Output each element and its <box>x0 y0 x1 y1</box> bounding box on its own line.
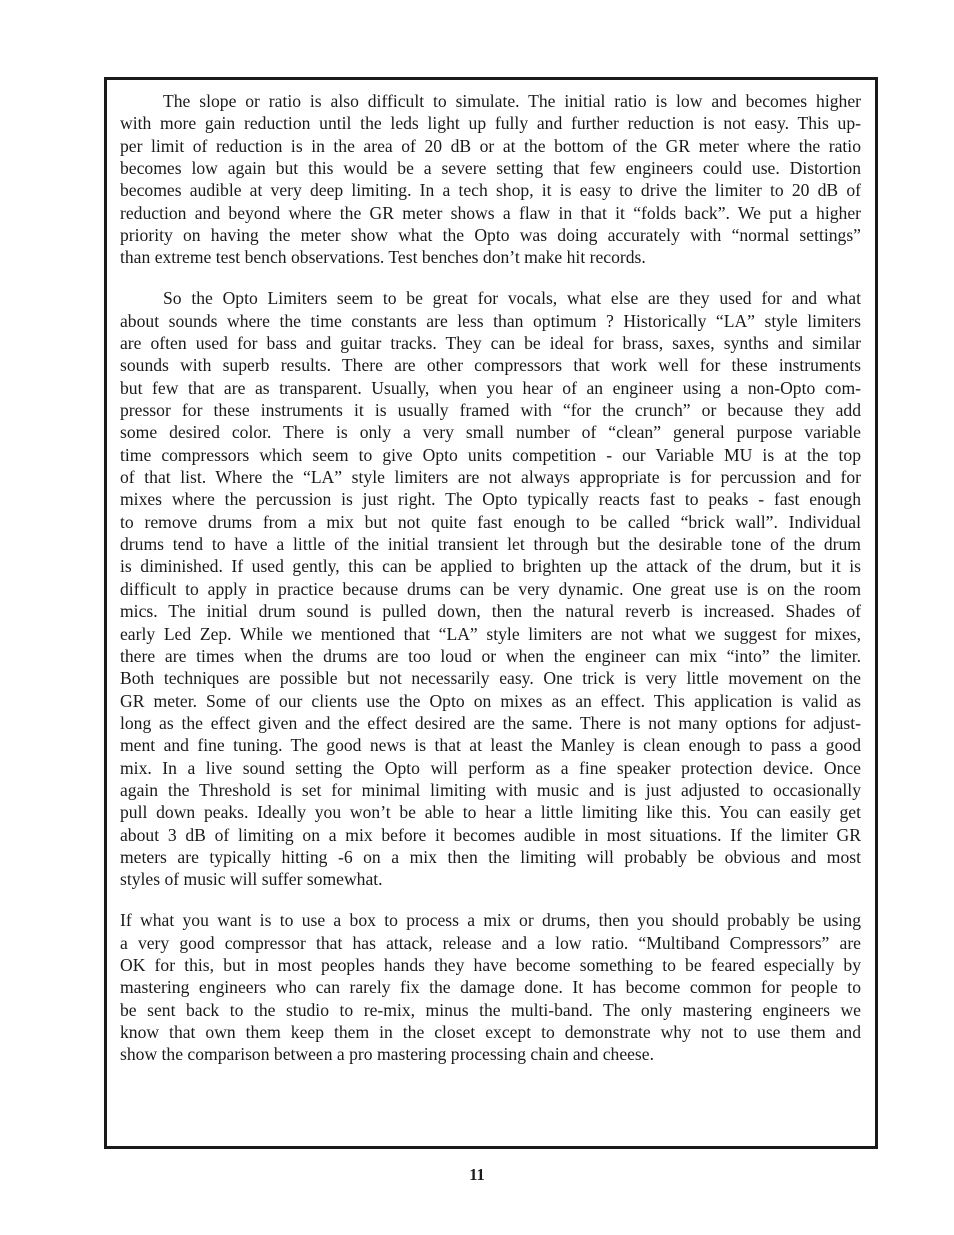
text-line: mastering engineers who can rarely fix the damage done. It has become common for people to <box>120 977 861 998</box>
text-line: to remove drums from a mix but not quite fast enough to be called “brick wall”. Individual <box>120 511 861 532</box>
text-line: early Led Zep. While we mentioned that “LA” style limiters are not what we suggest for mixes, <box>120 623 861 644</box>
text-line: but few that are as transparent. Usually, when you hear of an engineer using a non-Opto com- <box>120 377 861 398</box>
text-line: about sounds where the time constants are less than optimum ? Historically “LA” style limiters <box>120 310 861 331</box>
text-line: drums tend to have a little of the initial transient let through but the desirable tone of the drum <box>120 534 861 555</box>
text-line: difficult to apply in practice because drums can be very dynamic. One great use is on the room <box>120 578 861 599</box>
text-line: per limit of reduction is in the area of 20 dB or at the bottom of the GR meter where the ratio <box>120 135 861 156</box>
text-line: styles of music will suffer somewhat. <box>120 869 383 890</box>
text-line: The slope or ratio is also difficult to simulate. The initial ratio is low and becomes higher <box>163 91 861 111</box>
text-line: is diminished. If used gently, this can be applied to brighten up the attack of the drum, but it is <box>120 556 861 577</box>
paragraph-3 <box>120 909 861 1065</box>
text-line: GR meter. Some of our clients use the Opto on mixes as an effect. This application is valid as <box>120 690 861 711</box>
text-line: with more gain reduction until the leds light up fully and further reduction is not easy. This up- <box>120 113 861 134</box>
text-line: of that list. Where the “LA” style limiters are not always appropriate is for percussion and for <box>120 467 861 488</box>
text-line: ment and fine tuning. The good news is that at least the Manley is clean enough to pass a good <box>120 735 861 756</box>
text-line: If what you want is to use a box to process a mix or drums, then you should probably be using <box>120 910 861 931</box>
text-line: mix. In a live sound setting the Opto will perform as a fine speaker protection device. Once <box>120 757 861 778</box>
text-line: again the Threshold is set for minimal limiting with music and is just adjusted to occasionally <box>120 779 861 800</box>
text-line: becomes low again but this would be a severe setting that few engineers could use. Distortion <box>120 158 861 179</box>
text-line: are often used for bass and guitar tracks. They can be ideal for brass, saxes, synths and similar <box>120 333 861 354</box>
text-line: a very good compressor that has attack, release and a low ratio. “Multiband Compressors” are <box>120 932 861 953</box>
text-line: OK for this, but in most peoples hands they have become something to be feared especially by <box>120 954 861 975</box>
text-line: So the Opto Limiters seem to be great for vocals, what else are they used for and what <box>163 288 861 309</box>
text-line: about 3 dB of limiting on a mix before it becomes audible in most situations. If the limiter GR <box>120 824 861 845</box>
text-line: mics. The initial drum sound is pulled down, then the natural reverb is increased. Shades of <box>120 601 861 622</box>
text-line: meters are typically hitting -6 on a mix then the limiting will probably be obvious and most <box>120 846 861 867</box>
text-body <box>120 90 861 1084</box>
text-line: some desired color. There is only a very small number of “clean” general purpose variable <box>120 422 861 443</box>
text-line: Both techniques are possible but not necessarily easy. One trick is very little movement on the <box>120 668 861 689</box>
text-line: becomes audible at very deep limiting. In a tech shop, it is easy to drive the limiter to 20 dB of <box>120 180 861 201</box>
text-line: pressor for these instruments it is usually framed with “for the crunch” or because they add <box>120 400 861 421</box>
text-line: show the comparison between a pro mastering processing chain and cheese. <box>120 1044 654 1065</box>
text-line: long as the effect given and the effect desired are the same. There is not many options for adjust- <box>120 712 861 733</box>
text-line: priority on having the meter show what the Opto was doing accurately with “normal settings” <box>120 225 861 246</box>
text-line: reduction and beyond where the GR meter shows a flaw in that it “folds back”. We put a higher <box>120 202 861 223</box>
text-line: know that own them keep them in the closet except to demonstrate why not to use them and <box>120 1021 861 1042</box>
page-frame <box>104 77 878 1149</box>
paragraph-2 <box>120 287 861 890</box>
page-number: 11 <box>469 1165 485 1184</box>
text-line: mixes where the percussion is just right. The Opto typically reacts fast to peaks - fast enough <box>120 489 861 510</box>
text-line: time compressors which seem to give Opto units competition - our Variable MU is at the top <box>120 444 861 465</box>
text-line: sounds with superb results. There are other compressors that work well for these instruments <box>120 355 861 376</box>
text-line: there are times when the drums are too loud or when the engineer can mix “into” the limiter. <box>120 645 861 666</box>
text-line: pull down peaks. Ideally you won’t be able to hear a little limiting like this. You can easily get <box>120 802 861 823</box>
text-line: be sent back to the studio to re-mix, minus the multi-band. The only mastering engineers we <box>120 999 861 1020</box>
paragraph-1 <box>120 90 861 269</box>
text-line: than extreme test bench observations. Test benches don’t make hit records. <box>120 247 646 268</box>
